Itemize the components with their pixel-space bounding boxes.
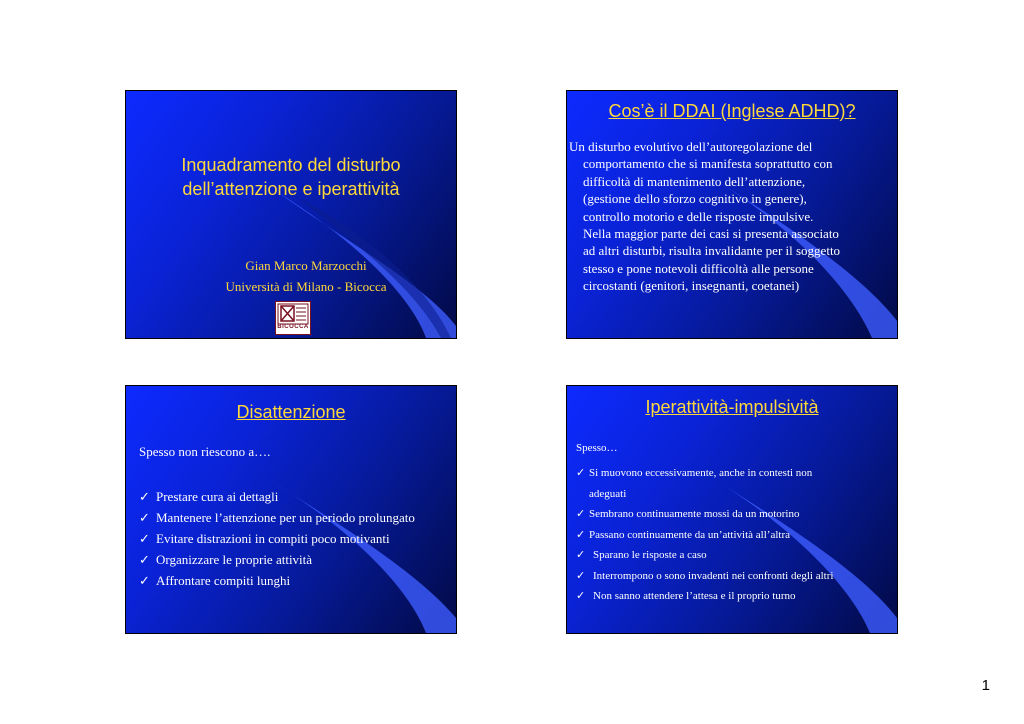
- list-item: [576, 586, 833, 607]
- list-item-text: Organizzare le proprie attività: [156, 552, 313, 567]
- body-line: difficoltà di mantenimento dell’attenzione,: [583, 173, 806, 189]
- list-item: [576, 566, 833, 587]
- author-affiliation: Università di Milano - Bicocca: [225, 279, 387, 294]
- list-item: [139, 570, 415, 591]
- list-item: [139, 549, 415, 570]
- checkmark-icon: ✓: [576, 549, 586, 561]
- body-line: circostanti (genitori, insegnanti, coetanei): [583, 278, 800, 294]
- body-line: comportamento che si manifesta soprattutto con: [583, 156, 833, 172]
- checkmark-icon: ✓: [576, 590, 586, 602]
- list-item-text: Non sanno attendere l’attesa e il proprio turno: [593, 590, 796, 602]
- slide-3-intro: Spesso non riescono a….: [139, 444, 271, 459]
- list-item-text: Interrompono o sono invadenti nei confronti degli altri: [593, 569, 834, 582]
- checkmark-icon: ✓: [139, 531, 150, 546]
- list-item: [139, 528, 415, 549]
- list-item-text: Evitare distrazioni in compiti poco motivanti: [156, 531, 390, 546]
- slide-2: [566, 90, 898, 339]
- title-line-1: Inquadramento del disturbo: [181, 155, 401, 175]
- list-item: [139, 507, 415, 528]
- checkmark-icon: ✓: [576, 467, 586, 479]
- list-item: [576, 545, 833, 566]
- checkmark-icon: ✓: [139, 573, 150, 588]
- slide-4-title: Iperattività-impulsività: [645, 397, 819, 417]
- body-line: ad altri disturbi, risulta invalidante per il soggetto: [583, 243, 841, 259]
- body-line: (gestione dello sforzo cognitivo in genere),: [583, 191, 807, 207]
- body-line: controllo motorio e delle risposte impulsive.: [583, 208, 814, 224]
- list-item-text: Prestare cura ai dettagli: [156, 489, 279, 504]
- slide-4-intro: Spesso…: [576, 442, 618, 454]
- slide-3-list: [139, 486, 415, 591]
- list-item-text: adeguati: [589, 487, 627, 500]
- title-line-2: dell’attenzione e iperattività: [182, 179, 400, 199]
- slide-1: [125, 90, 457, 339]
- slide-2-title: Cos’è il DDAI (Inglese ADHD)?: [608, 101, 856, 121]
- body-line: Nella maggior parte dei casi si presenta associato: [583, 226, 839, 242]
- university-logo: [275, 301, 311, 335]
- checkmark-icon: ✓: [576, 569, 586, 582]
- slide-4-list: [576, 463, 833, 607]
- checkmark-icon: ✓: [576, 508, 586, 520]
- list-item-text: Si muovono eccessivamente, anche in contesti non: [589, 467, 813, 479]
- page-number: 1: [981, 677, 990, 694]
- list-item-text: Mantenere l’attenzione per un periodo prolungato: [156, 510, 415, 525]
- list-item-text: Sparano le risposte a caso: [593, 549, 707, 561]
- author-name: Gian Marco Marzocchi: [245, 258, 367, 273]
- list-item-text: Passano continuamente da un’attività all’altra: [589, 528, 790, 541]
- checkmark-icon: ✓: [139, 552, 150, 567]
- slide-1-title: [126, 153, 456, 201]
- list-item: [139, 486, 415, 507]
- list-item-text: Sembrano continuamente mossi da un motorino: [589, 508, 800, 520]
- checkmark-icon: ✓: [139, 489, 150, 504]
- list-item-text: Affrontare compiti lunghi: [156, 573, 291, 588]
- list-item-continuation: [576, 484, 833, 505]
- slide-4: [566, 385, 898, 634]
- body-line: Un disturbo evolutivo dell’autoregolazione del: [569, 139, 813, 154]
- checkmark-icon: ✓: [139, 510, 150, 525]
- body-line: stesso e pone notevoli difficoltà alle persone: [583, 260, 814, 276]
- slide-2-body: [569, 138, 895, 295]
- slide-3: [125, 385, 457, 634]
- logo-text: BICOCCA: [277, 324, 309, 330]
- list-item: [576, 463, 833, 484]
- slide-3-title: Disattenzione: [236, 402, 346, 422]
- checkmark-icon: ✓: [576, 528, 586, 541]
- list-item: [576, 525, 833, 546]
- list-item: [576, 504, 833, 525]
